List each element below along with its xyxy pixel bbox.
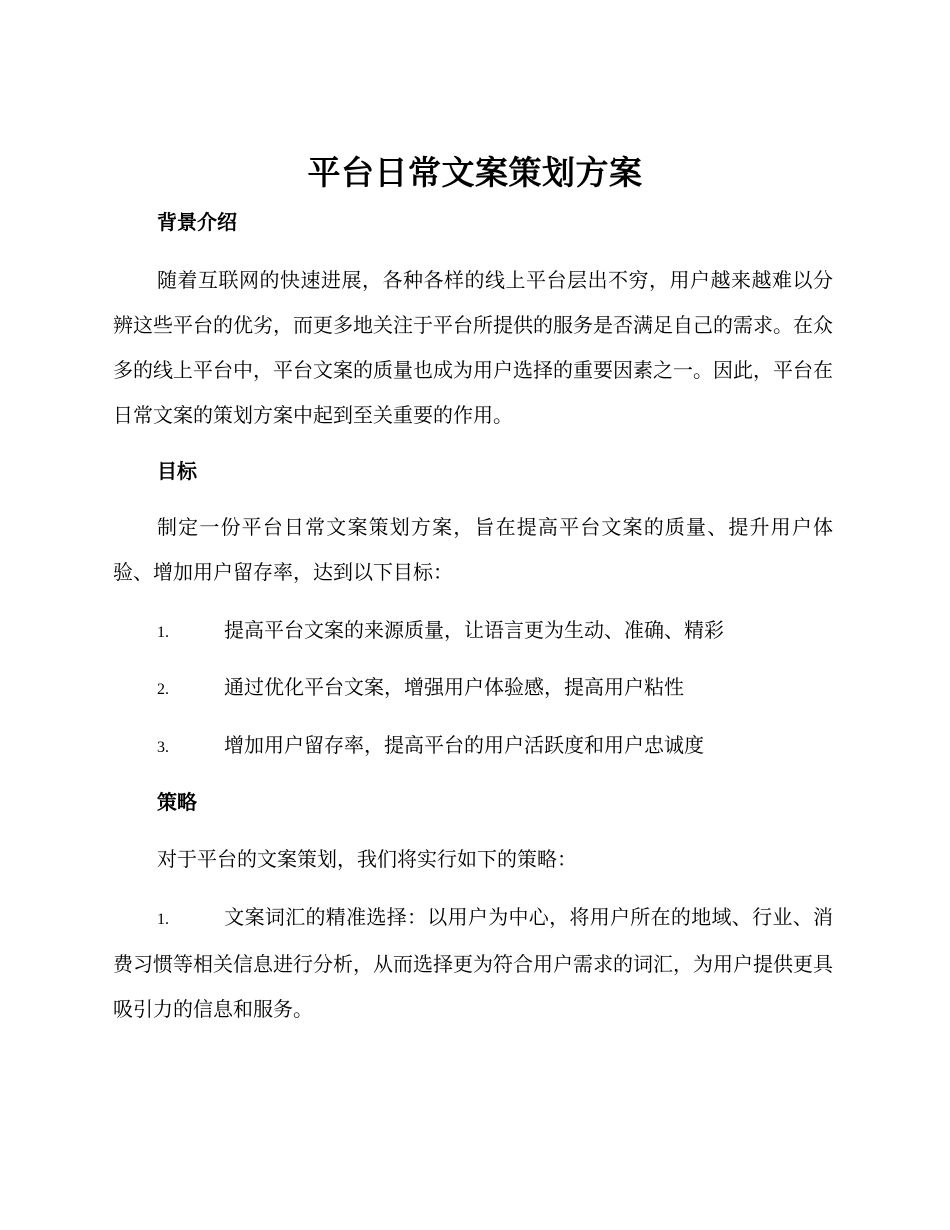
list-text: 文案词汇的精准选择：以用户为中心，将用户所在的地域、行业、消费习惯等相关信息进行分析，从而选择更为符合用户需求的词汇，为用户提供更具吸引力的信息和服务。 — [113, 905, 833, 1021]
section-heading-strategy: 策略 — [157, 790, 197, 814]
document-title: 平台日常文案策划方案 — [307, 153, 643, 192]
goals-list-item — [157, 673, 833, 704]
list-number: 1. — [157, 911, 169, 928]
background-paragraph: 随着互联网的快速进展，各种各样的线上平台层出不穷，用户越来越难以分辨这些平台的优劣，而更多地关注于平台所提供的服务是否满足自己的需求。在众多的线上平台中，平台文案的质量也成为用户选择的重要因素之一。因此，平台在日常文案的策划方案中起到至关重要的作用。 — [113, 268, 833, 427]
goals-list-item — [157, 616, 833, 647]
list-text: 提高平台文案的来源质量，让语言更为生动、准确、精彩 — [224, 618, 724, 642]
strategy-list-item — [113, 895, 833, 1032]
list-number: 2. — [157, 681, 169, 698]
list-number: 1. — [157, 624, 169, 641]
goals-list-item — [157, 731, 833, 762]
strategy-paragraph: 对于平台的文案策划，我们将实行如下的策略： — [157, 847, 577, 871]
list-text: 通过优化平台文案，增强用户体验感，提高用户粘性 — [224, 675, 684, 699]
goals-paragraph: 制定一份平台日常文案策划方案，旨在提高平台文案的质量、提升用户体验、增加用户留存率，达到以下目标： — [113, 515, 833, 584]
section-heading-background: 背景介绍 — [157, 210, 237, 234]
section-heading-goals: 目标 — [157, 459, 197, 483]
list-number: 3. — [157, 739, 169, 756]
list-text: 增加用户留存率，提高平台的用户活跃度和用户忠诚度 — [224, 733, 704, 757]
